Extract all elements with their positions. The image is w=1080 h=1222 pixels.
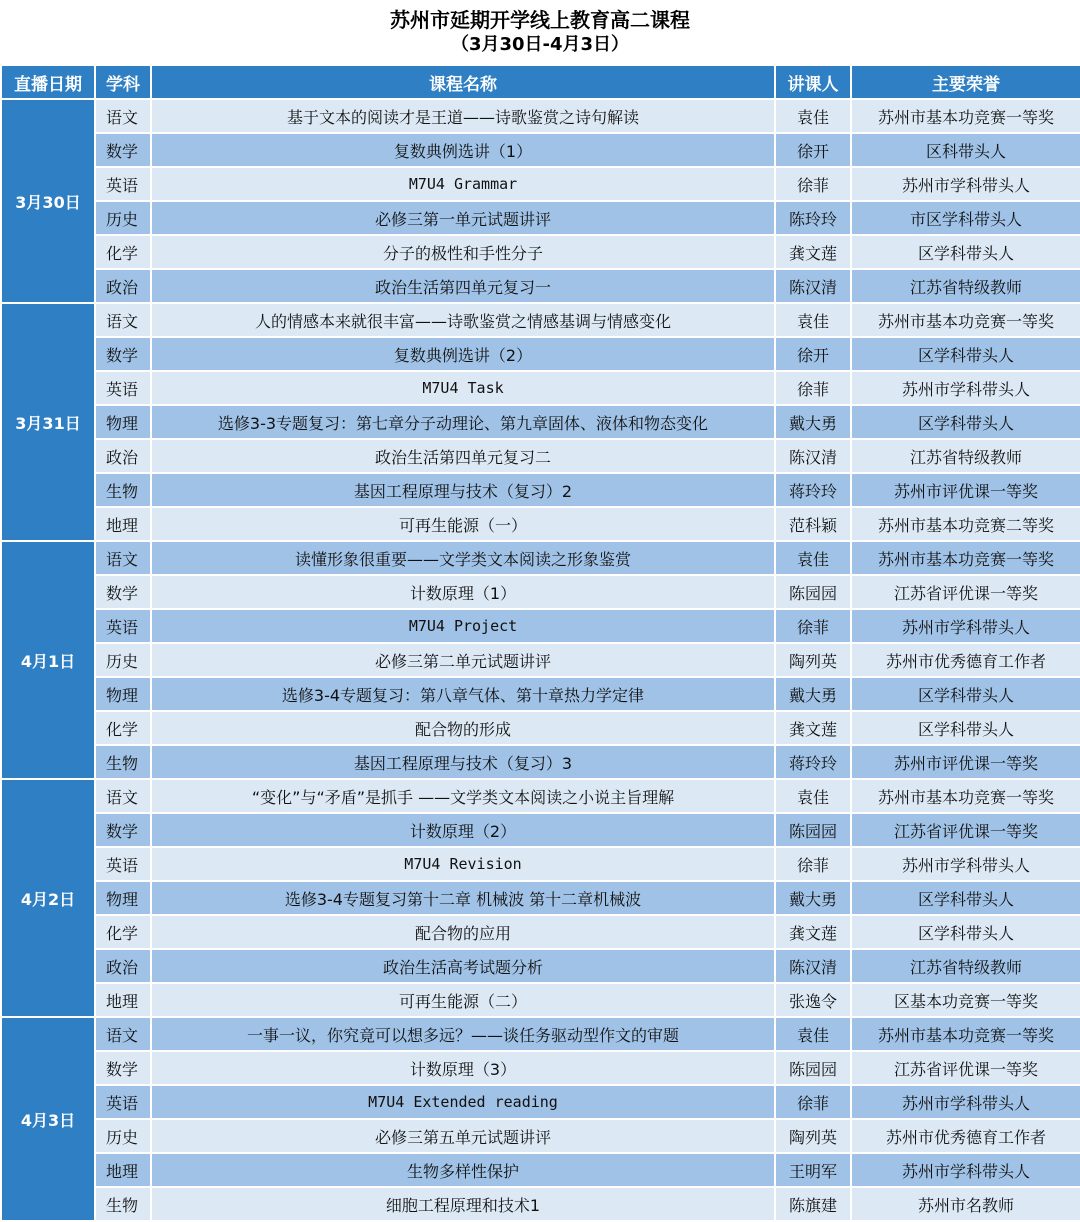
- subject-cell: 数学: [95, 813, 151, 847]
- header-subject: 学科: [95, 65, 151, 99]
- course-name-cell: 选修3-4专题复习：第八章气体、第十章热力学定律: [151, 677, 775, 711]
- course-name-cell: M7U4 Extended reading: [151, 1085, 775, 1119]
- honor-cell: 区学科带头人: [851, 337, 1080, 371]
- teacher-cell: 陈汉清: [775, 949, 851, 983]
- subject-cell: 语文: [95, 99, 151, 133]
- subject-cell: 生物: [95, 745, 151, 779]
- broadcast-date-cell: 4月1日: [1, 541, 95, 779]
- teacher-cell: 戴大勇: [775, 881, 851, 915]
- table-row: [1, 1017, 1080, 1051]
- table-row: [1, 541, 1080, 575]
- honor-cell: 苏州市学科带头人: [851, 371, 1080, 405]
- table-row: [1, 1153, 1080, 1187]
- honor-cell: 苏州市名教师: [851, 1187, 1080, 1221]
- header-course: 课程名称: [151, 65, 775, 99]
- table-row: [1, 575, 1080, 609]
- teacher-cell: 徐开: [775, 133, 851, 167]
- teacher-cell: 袁佳: [775, 99, 851, 133]
- honor-cell: 苏州市基本功竞赛一等奖: [851, 779, 1080, 813]
- table-row: [1, 1187, 1080, 1221]
- course-name-cell: 生物多样性保护: [151, 1153, 775, 1187]
- teacher-cell: 徐菲: [775, 847, 851, 881]
- course-name-cell: 一事一议，你究竟可以想多远？——谈任务驱动型作文的审题: [151, 1017, 775, 1051]
- subject-cell: 历史: [95, 643, 151, 677]
- teacher-cell: 徐菲: [775, 371, 851, 405]
- subject-cell: 英语: [95, 371, 151, 405]
- course-name-cell: 必修三第一单元试题讲评: [151, 201, 775, 235]
- teacher-cell: 龚文莲: [775, 235, 851, 269]
- subject-cell: 政治: [95, 949, 151, 983]
- broadcast-date-cell: 4月3日: [1, 1017, 95, 1221]
- honor-cell: 苏州市学科带头人: [851, 167, 1080, 201]
- course-name-cell: 可再生能源（一）: [151, 507, 775, 541]
- table-row: [1, 915, 1080, 949]
- schedule-table: [0, 64, 1080, 1222]
- honor-cell: 市区学科带头人: [851, 201, 1080, 235]
- teacher-cell: 陈汉清: [775, 439, 851, 473]
- course-name-cell: 政治生活第四单元复习二: [151, 439, 775, 473]
- course-name-cell: 配合物的形成: [151, 711, 775, 745]
- teacher-cell: 陶列英: [775, 1119, 851, 1153]
- subject-cell: 生物: [95, 1187, 151, 1221]
- teacher-cell: 范科颖: [775, 507, 851, 541]
- subject-cell: 英语: [95, 847, 151, 881]
- subject-cell: 语文: [95, 303, 151, 337]
- table-row: [1, 949, 1080, 983]
- teacher-cell: 蒋玲玲: [775, 745, 851, 779]
- header-honor: 主要荣誉: [851, 65, 1080, 99]
- teacher-cell: 袁佳: [775, 1017, 851, 1051]
- course-name-cell: 基因工程原理与技术（复习）3: [151, 745, 775, 779]
- honor-cell: 江苏省特级教师: [851, 439, 1080, 473]
- table-row: [1, 507, 1080, 541]
- course-name-cell: 计数原理（1）: [151, 575, 775, 609]
- table-row: [1, 847, 1080, 881]
- teacher-cell: 龚文莲: [775, 915, 851, 949]
- table-row: [1, 473, 1080, 507]
- table-row: [1, 745, 1080, 779]
- table-row: [1, 439, 1080, 473]
- honor-cell: 区基本功竞赛一等奖: [851, 983, 1080, 1017]
- table-row: [1, 881, 1080, 915]
- subject-cell: 数学: [95, 1051, 151, 1085]
- table-row: [1, 1085, 1080, 1119]
- course-name-cell: 计数原理（3）: [151, 1051, 775, 1085]
- table-row: [1, 99, 1080, 133]
- honor-cell: 区学科带头人: [851, 711, 1080, 745]
- honor-cell: 苏州市评优课一等奖: [851, 473, 1080, 507]
- course-name-cell: 必修三第五单元试题讲评: [151, 1119, 775, 1153]
- honor-cell: 苏州市学科带头人: [851, 847, 1080, 881]
- teacher-cell: 陶列英: [775, 643, 851, 677]
- table-row: [1, 303, 1080, 337]
- teacher-cell: 戴大勇: [775, 405, 851, 439]
- subject-cell: 地理: [95, 507, 151, 541]
- honor-cell: 江苏省评优课一等奖: [851, 813, 1080, 847]
- honor-cell: 区科带头人: [851, 133, 1080, 167]
- honor-cell: 苏州市学科带头人: [851, 1085, 1080, 1119]
- teacher-cell: 龚文莲: [775, 711, 851, 745]
- course-name-cell: 计数原理（2）: [151, 813, 775, 847]
- honor-cell: 江苏省特级教师: [851, 269, 1080, 303]
- broadcast-date-cell: 3月30日: [1, 99, 95, 303]
- honor-cell: 区学科带头人: [851, 677, 1080, 711]
- honor-cell: 苏州市学科带头人: [851, 609, 1080, 643]
- subject-cell: 化学: [95, 711, 151, 745]
- subject-cell: 英语: [95, 1085, 151, 1119]
- broadcast-date-cell: 3月31日: [1, 303, 95, 541]
- subject-cell: 历史: [95, 1119, 151, 1153]
- course-name-cell: 细胞工程原理和技术1: [151, 1187, 775, 1221]
- teacher-cell: 戴大勇: [775, 677, 851, 711]
- honor-cell: 苏州市优秀德育工作者: [851, 1119, 1080, 1153]
- course-name-cell: 可再生能源（二）: [151, 983, 775, 1017]
- honor-cell: 区学科带头人: [851, 915, 1080, 949]
- table-header-row: [1, 65, 1080, 99]
- table-row: [1, 167, 1080, 201]
- subject-cell: 数学: [95, 133, 151, 167]
- table-row: [1, 643, 1080, 677]
- page-header: [0, 0, 1080, 64]
- table-row: [1, 813, 1080, 847]
- course-name-cell: M7U4 Grammar: [151, 167, 775, 201]
- teacher-cell: 徐菲: [775, 167, 851, 201]
- subject-cell: 政治: [95, 269, 151, 303]
- honor-cell: 苏州市基本功竞赛一等奖: [851, 541, 1080, 575]
- honor-cell: 苏州市基本功竞赛一等奖: [851, 1017, 1080, 1051]
- honor-cell: 区学科带头人: [851, 235, 1080, 269]
- course-name-cell: 选修3-3专题复习：第七章分子动理论、第九章固体、液体和物态变化: [151, 405, 775, 439]
- subject-cell: 物理: [95, 677, 151, 711]
- table-row: [1, 201, 1080, 235]
- subject-cell: 语文: [95, 779, 151, 813]
- subject-cell: 语文: [95, 1017, 151, 1051]
- teacher-cell: 徐菲: [775, 609, 851, 643]
- page-title: 苏州市延期开学线上教育高二课程: [390, 8, 690, 32]
- table-row: [1, 779, 1080, 813]
- subject-cell: 物理: [95, 405, 151, 439]
- honor-cell: 苏州市评优课一等奖: [851, 745, 1080, 779]
- course-name-cell: 选修3-4专题复习第十二章 机械波 第十二章机械波: [151, 881, 775, 915]
- teacher-cell: 张逸令: [775, 983, 851, 1017]
- schedule-body: [1, 99, 1080, 1221]
- teacher-cell: 陈玲玲: [775, 201, 851, 235]
- table-row: [1, 983, 1080, 1017]
- course-name-cell: M7U4 Project: [151, 609, 775, 643]
- honor-cell: 江苏省评优课一等奖: [851, 1051, 1080, 1085]
- teacher-cell: 袁佳: [775, 303, 851, 337]
- subject-cell: 政治: [95, 439, 151, 473]
- course-name-cell: M7U4 Revision: [151, 847, 775, 881]
- table-row: [1, 609, 1080, 643]
- course-name-cell: 复数典例选讲（1）: [151, 133, 775, 167]
- course-name-cell: 基于文本的阅读才是王道——诗歌鉴赏之诗句解读: [151, 99, 775, 133]
- teacher-cell: 陈汉清: [775, 269, 851, 303]
- subject-cell: 化学: [95, 915, 151, 949]
- table-row: [1, 711, 1080, 745]
- honor-cell: 苏州市基本功竞赛二等奖: [851, 507, 1080, 541]
- course-name-cell: 复数典例选讲（2）: [151, 337, 775, 371]
- course-name-cell: 读懂形象很重要——文学类文本阅读之形象鉴赏: [151, 541, 775, 575]
- table-row: [1, 371, 1080, 405]
- honor-cell: 江苏省评优课一等奖: [851, 575, 1080, 609]
- course-name-cell: 政治生活第四单元复习一: [151, 269, 775, 303]
- honor-cell: 区学科带头人: [851, 881, 1080, 915]
- teacher-cell: 陈园园: [775, 813, 851, 847]
- honor-cell: 苏州市学科带头人: [851, 1153, 1080, 1187]
- table-row: [1, 133, 1080, 167]
- teacher-cell: 陈旗建: [775, 1187, 851, 1221]
- broadcast-date-cell: 4月2日: [1, 779, 95, 1017]
- subject-cell: 生物: [95, 473, 151, 507]
- course-name-cell: 必修三第二单元试题讲评: [151, 643, 775, 677]
- teacher-cell: 陈园园: [775, 575, 851, 609]
- honor-cell: 区学科带头人: [851, 405, 1080, 439]
- subject-cell: 语文: [95, 541, 151, 575]
- honor-cell: 苏州市优秀德育工作者: [851, 643, 1080, 677]
- honor-cell: 江苏省特级教师: [851, 949, 1080, 983]
- header-date: 直播日期: [1, 65, 95, 99]
- subject-cell: 历史: [95, 201, 151, 235]
- teacher-cell: 蒋玲玲: [775, 473, 851, 507]
- course-name-cell: 配合物的应用: [151, 915, 775, 949]
- table-row: [1, 269, 1080, 303]
- course-name-cell: 政治生活高考试题分析: [151, 949, 775, 983]
- subject-cell: 化学: [95, 235, 151, 269]
- subject-cell: 数学: [95, 575, 151, 609]
- subject-cell: 地理: [95, 983, 151, 1017]
- course-name-cell: 基因工程原理与技术（复习）2: [151, 473, 775, 507]
- course-name-cell: 人的情感本来就很丰富——诗歌鉴赏之情感基调与情感变化: [151, 303, 775, 337]
- page-subtitle: （3月30日-4月3日）: [450, 34, 630, 55]
- subject-cell: 物理: [95, 881, 151, 915]
- table-row: [1, 405, 1080, 439]
- course-name-cell: M7U4 Task: [151, 371, 775, 405]
- honor-cell: 苏州市基本功竞赛一等奖: [851, 303, 1080, 337]
- subject-cell: 英语: [95, 609, 151, 643]
- table-row: [1, 677, 1080, 711]
- teacher-cell: 王明军: [775, 1153, 851, 1187]
- teacher-cell: 徐菲: [775, 1085, 851, 1119]
- honor-cell: 苏州市基本功竞赛一等奖: [851, 99, 1080, 133]
- teacher-cell: 徐开: [775, 337, 851, 371]
- teacher-cell: 陈园园: [775, 1051, 851, 1085]
- table-row: [1, 337, 1080, 371]
- table-row: [1, 1051, 1080, 1085]
- subject-cell: 英语: [95, 167, 151, 201]
- table-row: [1, 1119, 1080, 1153]
- course-name-cell: 分子的极性和手性分子: [151, 235, 775, 269]
- subject-cell: 数学: [95, 337, 151, 371]
- subject-cell: 地理: [95, 1153, 151, 1187]
- teacher-cell: 袁佳: [775, 779, 851, 813]
- teacher-cell: 袁佳: [775, 541, 851, 575]
- course-name-cell: “变化”与“矛盾”是抓手 ——文学类文本阅读之小说主旨理解: [151, 779, 775, 813]
- table-row: [1, 235, 1080, 269]
- header-teacher: 讲课人: [775, 65, 851, 99]
